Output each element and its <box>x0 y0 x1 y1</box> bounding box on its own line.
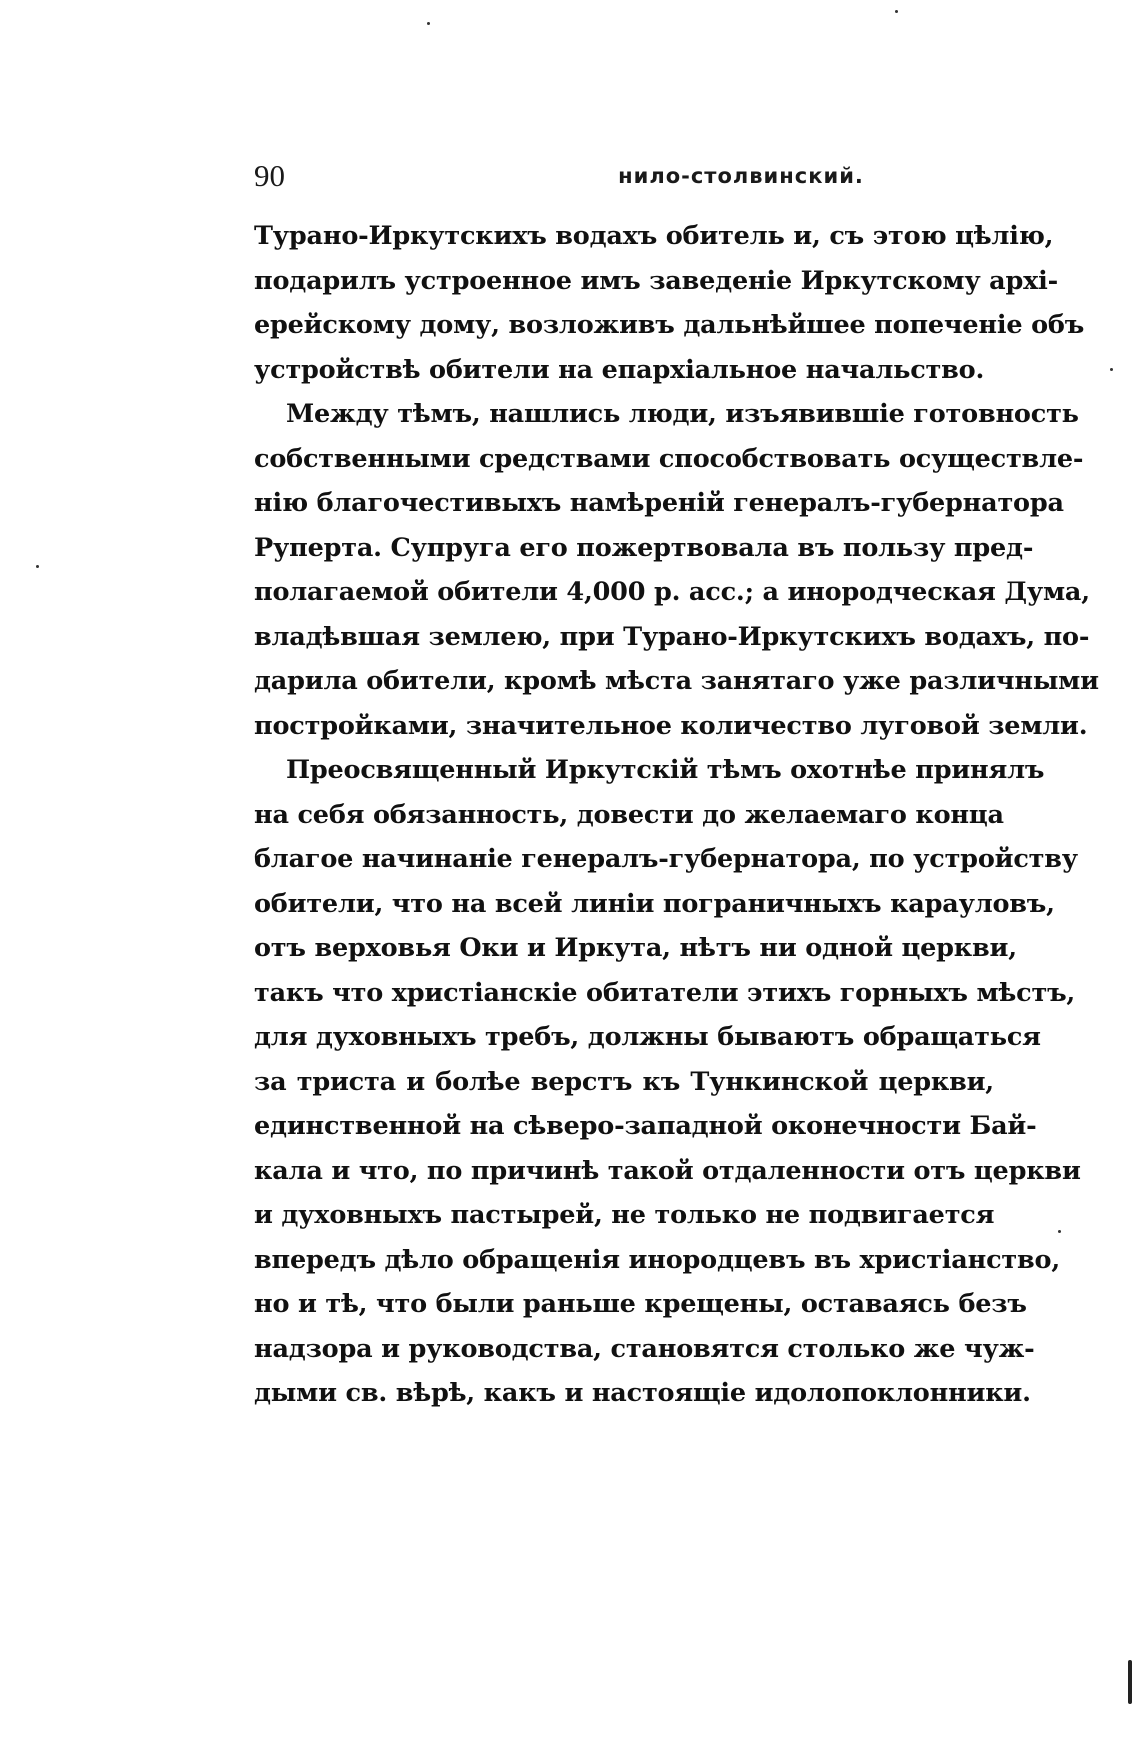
running-title: нило-столвинский. <box>618 164 864 188</box>
text-line: за триста и болѣе верстъ къ Тункинской церкви, <box>254 1066 994 1097</box>
text-line: Руперта. Супруга его пожертвовала въ пользу пред- <box>254 532 1034 563</box>
text-line: владѣвшая землею, при Турано-Иркутскихъ водахъ, по- <box>254 621 1090 652</box>
text-line: Между тѣмъ, нашлись люди, изъявившіе готовность <box>286 399 1079 429</box>
text-line: постройками, значительное количество луговой земли. <box>254 710 1088 741</box>
scan-edge-mark <box>1128 1660 1132 1704</box>
text-line: надзора и руководства, становятся столько же чуж- <box>254 1333 1035 1364</box>
text-line: Преосвященный Иркутскій тѣмъ охотнѣе принялъ <box>286 755 1045 785</box>
running-head <box>254 158 998 198</box>
scan-speck <box>427 22 430 25</box>
text-line: впередъ дѣло обращенія инородцевъ въ христіанство, <box>254 1244 1061 1275</box>
paragraph-1 <box>254 214 1085 392</box>
text-line: обители, что на всей линіи пограничныхъ карауловъ, <box>254 888 1055 919</box>
text-line: полагаемой обители 4,000 р. асс.; а инородческая Дума, <box>254 577 1090 607</box>
text-line: устройствѣ обители на епархіальное начальство. <box>254 354 985 385</box>
scan-speck <box>1110 368 1113 371</box>
text-line: нію благочестивыхъ намѣреній генералъ-губернатора <box>254 488 1064 518</box>
text-line: собственными средствами способствовать осуществле- <box>254 443 1084 474</box>
text-line: дыми св. вѣрѣ, какъ и настоящіе идолопоклонники. <box>254 1378 1031 1408</box>
body-text <box>254 214 1099 1416</box>
text-line: кала и что, по причинѣ такой отдаленности отъ церкви <box>254 1155 1081 1186</box>
text-line: благое начинаніе генералъ-губернатора, по устройству <box>254 844 1078 874</box>
text-line: и духовныхъ пастырей, не только не подвигается <box>254 1200 995 1230</box>
text-line: единственной на сѣверо-западной оконечности Бай- <box>254 1111 1037 1141</box>
paragraph-2 <box>254 392 1099 748</box>
text-line: отъ верховья Оки и Иркута, нѣтъ ни одной церкви, <box>254 933 1017 963</box>
text-line: Турано-Иркутскихъ водахъ обитель и, съ этою цѣлію, <box>254 221 1054 251</box>
scan-speck <box>895 10 898 13</box>
text-line: для духовныхъ требъ, должны бываютъ обращаться <box>254 1022 1041 1052</box>
text-line: дарила обители, кромѣ мѣста занятаго уже различными <box>254 666 1099 696</box>
text-line: ерейскому дому, возложивъ дальнѣйшее попеченіе объ <box>254 310 1085 340</box>
text-line: на себя обязанность, довести до желаемаго конца <box>254 799 1004 830</box>
text-line: такъ что христіанскіе обитатели этихъ горныхъ мѣстъ, <box>254 977 1076 1008</box>
page-number: 90 <box>254 158 285 193</box>
scan-speck <box>36 565 39 568</box>
scan-speck <box>1058 1230 1061 1233</box>
paragraph-3 <box>254 748 1081 1416</box>
text-line: но и тѣ, что были раньше крещены, оставаясь безъ <box>254 1289 1027 1319</box>
text-line: подарилъ устроенное имъ заведеніе Иркутскому архі- <box>254 265 1059 296</box>
